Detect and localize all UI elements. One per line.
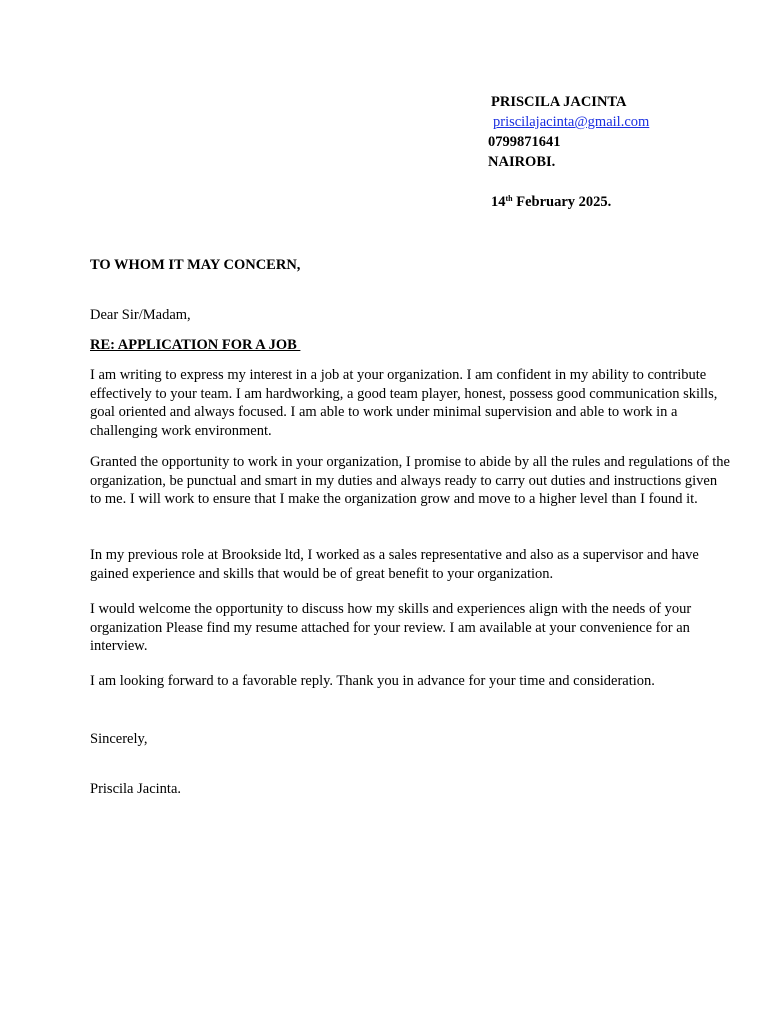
- sender-name: PRISCILA JACINTA: [491, 94, 627, 110]
- body-paragraph-3: In my previous role at Brookside ltd, I worked as a sales representative and also as a supervisor and have gained experience and skills that would be of great benefit to your organization.: [90, 547, 699, 582]
- date-suffix: th: [505, 194, 513, 203]
- signature-name: Priscila Jacinta.: [90, 781, 182, 797]
- letter-date: [491, 194, 611, 211]
- sender-email-link[interactable]: priscilajacinta@gmail.com: [493, 114, 650, 130]
- body-paragraph-4: I would welcome the opportunity to discuss how my skills and experiences align with the needs of your organization Please find my resume attached for your review. I am available at your convenience for an interview.: [90, 601, 692, 655]
- body-paragraph-1: I am writing to express my interest in a job at your organization. I am confident in my ability to contribute effectively to your team. I am hardworking, a good team player, honest, possess good communication skills, goal oriented and always focused. I am able to work under minimal supervision and able to work in a challenging work environment.: [90, 367, 718, 439]
- body-paragraph-2: Granted the opportunity to work in your organization, I promise to abide by all the rules and regulations of the organization, be punctual and smart in my duties and always ready to carry out duties and instructions given to me. I will work to ensure that I make the organization grow and move to a higher level than I found it.: [90, 454, 730, 508]
- sender-city: NAIROBI.: [488, 154, 556, 170]
- sender-phone: 0799871641: [488, 134, 561, 150]
- addressee: TO WHOM IT MAY CONCERN,: [90, 257, 301, 273]
- closing: Sincerely,: [90, 731, 148, 747]
- salutation: Dear Sir/Madam,: [90, 307, 191, 323]
- subject-line: RE: APPLICATION FOR A JOB: [90, 337, 301, 353]
- date-rest: February 2025.: [512, 194, 612, 210]
- date-day: 14: [491, 194, 506, 210]
- body-paragraph-5: I am looking forward to a favorable reply. Thank you in advance for your time and consideration.: [90, 673, 655, 689]
